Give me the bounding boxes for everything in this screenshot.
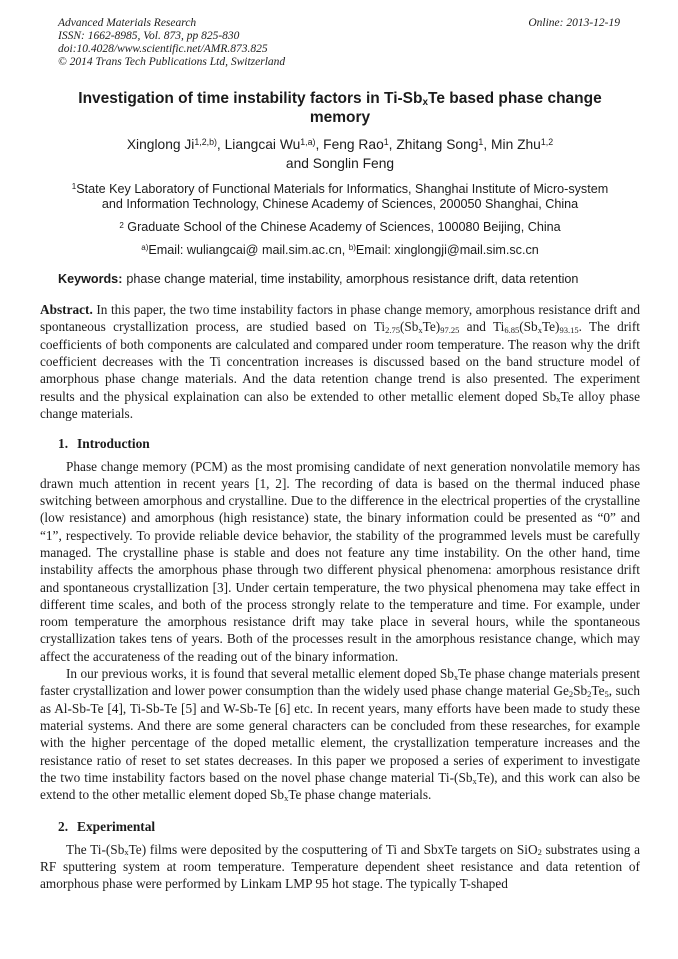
section-2-title: Experimental <box>77 819 156 835</box>
section-1-paragraph-1: Phase change memory (PCM) as the most promising candidate of next generation nonvolatile memory has drawn much attention in recent years [1, 2]. The recording of data is based on the thermal induced phase switching between amorphous and crystalline. Due to the difference in the electrical properties of the crystalline (low resistance) and amorphous (high resistance) state, the binary information could be presented as “0” and “1”, respectively. To provide reliable device behavior, the stability of the programmed levels must be carefully managed. The crystalline phase is stable and does not feature any time instability. On the other hand, time instability affects the amorphous phase through two different physical phenomena: amorphous resistance drift and spontaneous crystallization [3]. Under certain temperature, the two physical phenomena may take effect in different time scales, and both of the process strongly relate to the temperature and time. For example, under room temperature the amorphous resistance drift may take place in several hours, while the spontaneous crystallization takes tens of years. Both of the processes result in the amorphous resistance change, which may affect the accurateness of the reading out of the binary information. <box>40 458 640 664</box>
section-2-heading <box>58 818 640 835</box>
journal-issn-line: ISSN: 1662-8985, Vol. 873, pp 825-830 <box>58 29 240 42</box>
section-1-title: Introduction <box>77 436 150 452</box>
journal-name: Advanced Materials Research <box>58 17 197 29</box>
section-2-paragraph-1: The $Ti-(Sb_xTe)$ films were deposited by the cosputtering of Ti and SbxTe targets on SiO$_2$ substrates using a RF sputtering system at room temperature. Temperature dependent sheet resistance and data retention of amorphous phase were performed by Linkam LMP 95 hot stage. The typically T-shaped <box>40 841 640 892</box>
section-1-paragraph-2: In our previous works, it is found that several metallic element doped $Sb_xTe$ phase change materials present faster crystallization and lower power consumption than the widely used phase change material $Ge_2Sb_2Te_5$, such as Al-Sb-Te [4], Ti-Sb-Te [5] and W-Sb-Te [6] etc. In recent years, many efforts have been made to study these material systems. And there are some general characters can be concluded from these researches, for example with the higher percentage of the doped metallic element, the crystallization temperature increases and the resistance ratio of reset to set states decreases. In this paper we proposed a series of experiment to investigate the two time instability factors based on the novel phase change material $Ti-(Sb_xTe)$, and this work can also be extend to the other metallic element doped $Sb_xTe$ phase change materials. <box>40 666 641 803</box>
affiliation-1: $^1$State Key Laboratory of Functional Materials for Informatics, Shanghai Institute of Micro-system and Information Technology, Chinese Academy of Sciences, 200050 Shanghai, China <box>71 181 609 212</box>
affiliation-2: $^2$ Graduate School of the Chinese Academy of Sciences, 100080 Beijing, China <box>119 220 561 235</box>
online-date: Online: 2013-12-19 <box>528 17 620 29</box>
section-1-heading <box>58 435 640 452</box>
keywords-label: Keywords: <box>58 272 123 287</box>
journal-header-left <box>58 17 285 69</box>
authors-line: Xinglong Ji$^{1,2,b)}$, Liangcai Wu$^{1,a)}$, Feng Rao$^1$, Zhitang Song$^1$, Min Zhu$^{1,2}$ and Songlin Feng <box>126 136 554 172</box>
journal-header <box>58 17 620 69</box>
section-2-number: 2. <box>58 819 69 835</box>
abstract-paragraph: Abstract. In this paper, the two time instability factors in phase change memory, amorphous resistance drift and spontaneous crystallization process, are studied based on $Ti_{2.75}(Sb_xTe)_{97.25}$ and $Ti_{6.85}(Sb_xTe)_{93.15}$. The drift coefficients of both components are calculated and compared under room temperature. The reason why the drift coefficient decreases with the Ti concentration increases is discussed based on the band structure model of amorphous phase change materials. And the data retention change trend is also presented. The experiment results and the physical explaination can also be extended to other metallic element doped $Sb_xTe$ alloy phase change materials. <box>40 302 640 421</box>
journal-doi-line: doi:10.4028/www.scientific.net/AMR.873.825 <box>58 42 268 55</box>
paper-title: Investigation of time instability factors in $Ti-Sb_xTe$ based phase change memory <box>78 89 602 126</box>
keywords-line <box>58 271 640 287</box>
keywords-text: phase change material, time instability, amorphous resistance drift, data retention <box>126 272 579 287</box>
journal-copyright-line: © 2014 Trans Tech Publications Ltd, Switzerland <box>58 55 286 68</box>
author-emails: $^{a)}$Email: wuliangcai@ mail.sim.ac.cn, $^{b)}$Email: xinglongji@mail.sim.sc.cn <box>141 242 539 257</box>
section-1-number: 1. <box>58 436 69 452</box>
